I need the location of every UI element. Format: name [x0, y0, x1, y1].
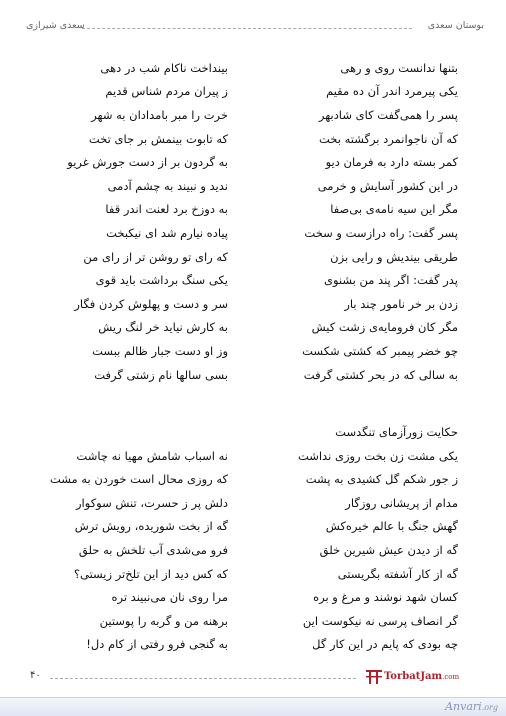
footer-divider: [50, 678, 356, 679]
torbatjam-logo-icon: [366, 670, 382, 684]
hemistich-second: برهنه من و گربه را پوستین: [99, 613, 228, 628]
couplet: [48, 268, 458, 292]
hemistich-second: خرت را مبر بامدادان به شهر: [91, 107, 228, 122]
couplet: [48, 468, 458, 492]
hemistich-first: زدن بر خر نامور چند بار: [344, 296, 458, 311]
hemistich-first: یکی پیرمرد اندر آن ده مقیم: [326, 84, 458, 99]
hemistich-second: به دوزخ برد لعنت اندر قفا: [105, 202, 228, 217]
hemistich-first: ز جور شکم گل کشیدی به پشت: [305, 472, 458, 487]
couplet: [48, 292, 458, 316]
couplet: [48, 103, 458, 127]
hemistich-first: به سالی که در بحر کشتی گرفت: [303, 367, 458, 382]
hemistich-second: فرو می‌شدی آب تلخش به حلق: [78, 543, 228, 558]
hemistich-second: ز پیران مردم شناس قدیم: [105, 84, 228, 99]
site-logo-text[interactable]: [384, 671, 459, 682]
hemistich-first: مدام از پریشانی روزگار: [345, 495, 458, 510]
hemistich-first: گه از کار آشفته بگریستی: [337, 566, 458, 581]
couplet: [48, 56, 458, 80]
hemistich-second: به گردون بر از دست جورش غریو: [67, 155, 228, 170]
watermark-tld: .org: [481, 703, 498, 712]
couplet: [48, 538, 458, 562]
couplet: [48, 515, 458, 539]
hemistich-first: مگر کان فرومایه‌ی زشت کیش: [311, 320, 458, 335]
hemistich-first: گر انصاف پرسی نه نیکوست این: [302, 613, 458, 628]
hemistich-second: که تابوت بینمش بر جای تخت: [88, 131, 228, 146]
page-header: [20, 20, 490, 38]
hemistich-second: که روزی محال است خوردن به مشت: [49, 472, 228, 487]
hemistich-second: سر و دست و پهلوش کردن فگار: [74, 296, 228, 311]
hemistich-second: پیاده نیارم شد ای نیکبخت: [106, 225, 228, 240]
hemistich-second: ندید و نبیند به چشم آدمی: [107, 178, 228, 193]
poem-section-2: [48, 420, 458, 656]
header-divider: [82, 28, 412, 29]
author-name: سعدی شیرازی: [26, 20, 85, 31]
logo-name: TorbatJam: [384, 671, 443, 682]
couplet: [48, 245, 458, 269]
watermark-name: Anvari: [445, 700, 482, 713]
couplet: [48, 127, 458, 151]
hemistich-second: که رای تو روشن تر از رای من: [83, 249, 228, 264]
couplet: [48, 444, 458, 468]
hemistich-second: بینداخت ناکام شب در دهی: [100, 60, 228, 75]
hemistich-second: یکی سنگ برداشت باید قوی: [95, 273, 228, 288]
hemistich-first: گهش جنگ با عالم خیره‌کش: [325, 519, 458, 534]
hemistich-second: گه از بخت شوریده، رویش ترش: [74, 519, 228, 534]
hemistich-second: به گنجی فرو رفتی از کام دل!: [86, 637, 228, 652]
hemistich-second: وز او دست جبار ظالم ببست: [92, 343, 228, 358]
hemistich-second: نه اسباب شامش مهیا نه چاشت: [76, 448, 228, 463]
page-number: ۴۰: [30, 670, 41, 681]
couplet: [48, 221, 458, 245]
couplet: [48, 585, 458, 609]
couplet: [48, 174, 458, 198]
hemistich-first: مگر این سیه نامه‌ی بی‌صفا: [330, 202, 458, 217]
section-title: حکایت زورآزمای تنگدست: [335, 425, 458, 440]
couplet: [48, 339, 458, 363]
hemistich-first: چو خضر پیمبر که کشتی شکست: [302, 343, 458, 358]
couplet: [48, 316, 458, 340]
hemistich-first: پسر را همی‌گفت کای شادبهر: [318, 107, 458, 122]
hemistich-first: یکی مشت زن بخت روزی نداشت: [297, 448, 458, 463]
couplet: [48, 609, 458, 633]
logo-tld: .com: [442, 673, 460, 681]
watermark-text: [445, 700, 498, 713]
hemistich-first: پدر گفت: اگر پند من بشنوی: [323, 273, 458, 288]
hemistich-first: کمر بسته دارد به فرمان دیو: [325, 155, 458, 170]
hemistich-first: پسر گفت: راه درازست و سخت: [304, 225, 458, 240]
poem-content: [48, 56, 458, 656]
page-footer: [20, 666, 490, 690]
hemistich-second: که کس دید از این تلخ‌تر زیستی؟: [73, 566, 228, 581]
couplet: [48, 491, 458, 515]
hemistich-first: کسان شهد نوشند و مرغ و بره: [313, 590, 458, 605]
section-spacer: [48, 386, 458, 420]
poem-section-1: [48, 56, 458, 386]
hemistich-first: که آن ناجوانمرد برگشته بخت: [319, 131, 458, 146]
couplet: [48, 633, 458, 657]
hemistich-first: در این کشور آسایش و خرمی: [317, 178, 458, 193]
couplet: [48, 80, 458, 104]
hemistich-first: گه از دیدن عیش شیرین خلق: [319, 543, 458, 558]
couplet: [48, 363, 458, 387]
hemistich-second: مرا روی نان می‌نبیند تره: [111, 590, 228, 605]
watermark-bar: [0, 697, 506, 716]
couplet: [48, 150, 458, 174]
couplet: [48, 198, 458, 222]
hemistich-second: به کارش نیاید خر لنگ ریش: [98, 320, 228, 335]
hemistich-second: دلش پر ز حسرت، تنش سوکوار: [76, 495, 228, 510]
book-title: بوستان سعدی: [427, 20, 484, 31]
hemistich-first: بتنها ندانست روی و رهی: [340, 60, 458, 75]
hemistich-first: طریقی بیندیش و رایی بزن: [330, 249, 458, 264]
hemistich-second: بسی سالها نام زشتی گرفت: [94, 367, 228, 382]
hemistich-first: چه بودی که پایم در این کار گل: [312, 637, 458, 652]
couplet: [48, 562, 458, 586]
